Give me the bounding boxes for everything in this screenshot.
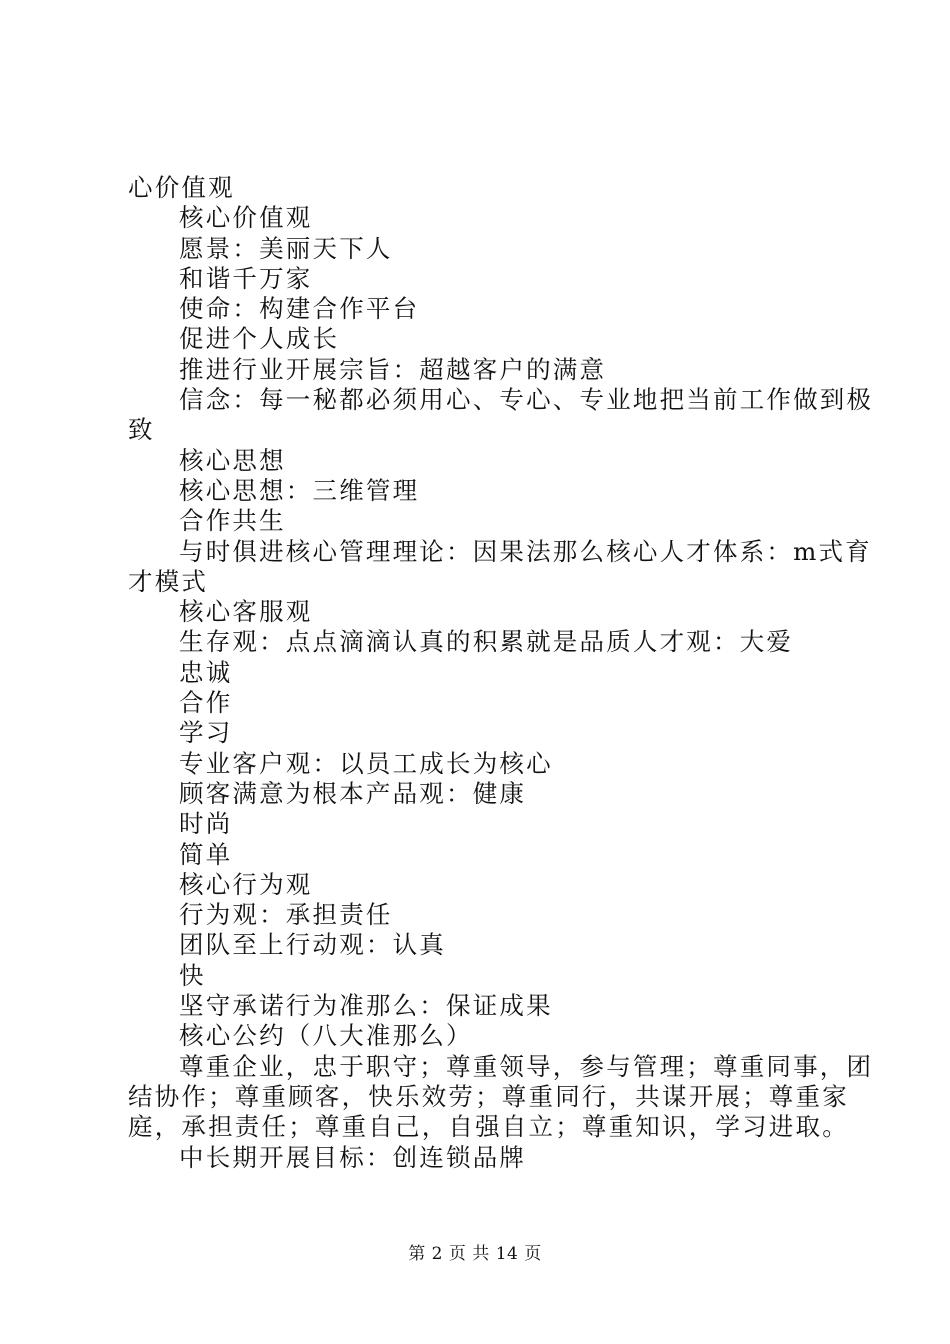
text-line: 忠诚 — [179, 657, 233, 687]
text-line: 推进行业开展宗旨：超越客户的满意 — [179, 354, 607, 384]
text-line: 愿景：美丽天下人 — [179, 233, 393, 263]
text-line: 生存观：点点滴滴认真的积累就是品质人才观：大爱 — [179, 627, 794, 657]
text-line: 时尚 — [179, 809, 233, 839]
text-line: 行为观：承担责任 — [179, 900, 393, 930]
text-line: 核心价值观 — [179, 203, 313, 233]
text-line: 合作共生 — [179, 506, 286, 536]
text-line: 核心客服观 — [179, 597, 313, 627]
text-line: 顾客满意为根本产品观：健康 — [179, 778, 527, 808]
text-line: 庭，承担责任；尊重自己，自强自立；尊重知识，学习进取。 — [128, 1112, 849, 1142]
text-line: 尊重企业，忠于职守；尊重领导，参与管理；尊重同事，团 — [179, 1051, 874, 1081]
text-line: 专业客户观：以员工成长为核心 — [179, 748, 553, 778]
text-line: 坚守承诺行为准那么：保证成果 — [179, 991, 553, 1021]
text-line: 和谐千万家 — [179, 263, 313, 293]
text-line: 致 — [128, 415, 155, 445]
text-line: 核心思想 — [179, 445, 286, 475]
text-line: 信念：每一秘都必须用心、专心、专业地把当前工作做到极 — [179, 385, 874, 415]
page-footer: 第 2 页 共 14 页 — [408, 1244, 542, 1264]
text-line: 促进个人成长 — [179, 324, 340, 354]
text-line: 中长期开展目标：创连锁品牌 — [179, 1142, 527, 1172]
text-line: 简单 — [179, 839, 233, 869]
text-line: 快 — [179, 960, 206, 990]
text-line: 核心行为观 — [179, 869, 313, 899]
text-line: 核心思想：三维管理 — [179, 475, 420, 505]
text-line: 心价值观 — [128, 173, 235, 202]
document-body — [128, 173, 874, 1173]
text-line: 结协作；尊重顾客，快乐效劳；尊重同行，共谋开展；尊重家 — [128, 1081, 849, 1111]
text-line: 使命：构建合作平台 — [179, 294, 420, 324]
text-line: 合作 — [179, 688, 233, 718]
text-line: 团队至上行动观：认真 — [179, 930, 446, 960]
text-line: 核心公约（八大准那么） — [179, 1021, 473, 1051]
text-line: 与时俱进核心管理理论：因果法那么核心人才体系：m式育 — [179, 536, 872, 566]
text-line: 学习 — [179, 718, 233, 748]
text-line: 才模式 — [128, 566, 209, 596]
